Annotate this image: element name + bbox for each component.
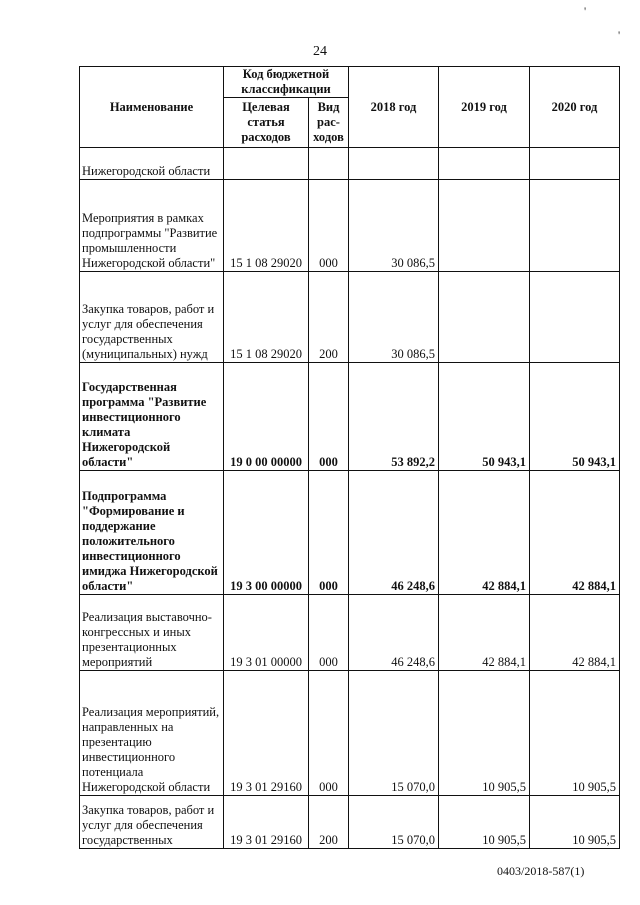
row-name-cell: Закупка товаров, работ и услуг для обеспечения государственных (муниципальных) нужд	[80, 272, 224, 363]
row-name-cell: Реализация выставочно-конгрессных и иных презентационных мероприятий	[80, 595, 224, 671]
row-name-cell: Мероприятия в рамках подпрограммы "Развитие промышленности Нижегородской области"	[80, 180, 224, 272]
target-article-cell: 19 0 00 00000	[224, 363, 309, 471]
expense-type-cell: 000	[309, 671, 349, 796]
value-2020-cell: 42 884,1	[530, 471, 620, 595]
table-row	[80, 148, 620, 180]
table-row	[80, 671, 620, 796]
budget-table	[79, 66, 620, 849]
target-article-cell: 15 1 08 29020	[224, 272, 309, 363]
expense-type-cell: 000	[309, 363, 349, 471]
value-2020-cell: 50 943,1	[530, 363, 620, 471]
value-2018-cell: 46 248,6	[349, 471, 439, 595]
row-name-cell: Закупка товаров, работ и услуг для обеспечения государственных	[80, 796, 224, 849]
target-article-cell: 15 1 08 29020	[224, 180, 309, 272]
expense-type-cell: 000	[309, 180, 349, 272]
value-2020-cell	[530, 148, 620, 180]
row-name-cell: Подпрограмма "Формирование и поддержание положительного инвестиционного имиджа Нижегородской области"	[80, 471, 224, 595]
target-article-cell: 19 3 01 29160	[224, 796, 309, 849]
value-2020-cell: 10 905,5	[530, 671, 620, 796]
value-2019-cell: 42 884,1	[439, 595, 530, 671]
header-expense-type: Вид рас-ходов	[309, 98, 349, 148]
value-2018-cell	[349, 148, 439, 180]
target-article-cell: 19 3 00 00000	[224, 471, 309, 595]
value-2019-cell: 42 884,1	[439, 471, 530, 595]
header-2018: 2018 год	[349, 67, 439, 148]
row-name-cell: Реализация мероприятий, направленных на презентацию инвестиционного потенциала Нижегородской области	[80, 671, 224, 796]
expense-type-cell: 200	[309, 272, 349, 363]
header-2019: 2019 год	[439, 67, 530, 148]
value-2020-cell	[530, 180, 620, 272]
expense-type-cell	[309, 148, 349, 180]
value-2019-cell	[439, 148, 530, 180]
value-2019-cell	[439, 180, 530, 272]
page-number: 24	[313, 44, 327, 59]
header-target-article: Целевая статья расходов	[224, 98, 309, 148]
value-2019-cell: 10 905,5	[439, 796, 530, 849]
header-2020: 2020 год	[530, 67, 620, 148]
expense-type-cell: 200	[309, 796, 349, 849]
target-article-cell	[224, 148, 309, 180]
header-name: Наименование	[80, 67, 224, 148]
table-row	[80, 180, 620, 272]
target-article-cell: 19 3 01 00000	[224, 595, 309, 671]
table-row	[80, 363, 620, 471]
value-2018-cell: 46 248,6	[349, 595, 439, 671]
header-code-group: Код бюджетной классификации	[224, 67, 349, 98]
table-row	[80, 796, 620, 849]
document-footer-code: 0403/2018-587(1)	[497, 864, 585, 878]
row-name-cell: Нижегородской области	[80, 148, 224, 180]
expense-type-cell: 000	[309, 595, 349, 671]
row-name-cell: Государственная программа "Развитие инвестиционного климата Нижегородской области"	[80, 363, 224, 471]
value-2018-cell: 30 086,5	[349, 272, 439, 363]
value-2019-cell: 10 905,5	[439, 671, 530, 796]
table-row	[80, 595, 620, 671]
value-2018-cell: 15 070,0	[349, 796, 439, 849]
value-2020-cell: 42 884,1	[530, 595, 620, 671]
table-row	[80, 272, 620, 363]
value-2019-cell: 50 943,1	[439, 363, 530, 471]
target-article-cell: 19 3 01 29160	[224, 671, 309, 796]
corner-mark-top: '	[584, 4, 587, 18]
value-2019-cell	[439, 272, 530, 363]
corner-mark-side: '	[618, 28, 621, 42]
value-2020-cell	[530, 272, 620, 363]
table-row	[80, 471, 620, 595]
value-2018-cell: 53 892,2	[349, 363, 439, 471]
value-2020-cell: 10 905,5	[530, 796, 620, 849]
value-2018-cell: 30 086,5	[349, 180, 439, 272]
expense-type-cell: 000	[309, 471, 349, 595]
value-2018-cell: 15 070,0	[349, 671, 439, 796]
